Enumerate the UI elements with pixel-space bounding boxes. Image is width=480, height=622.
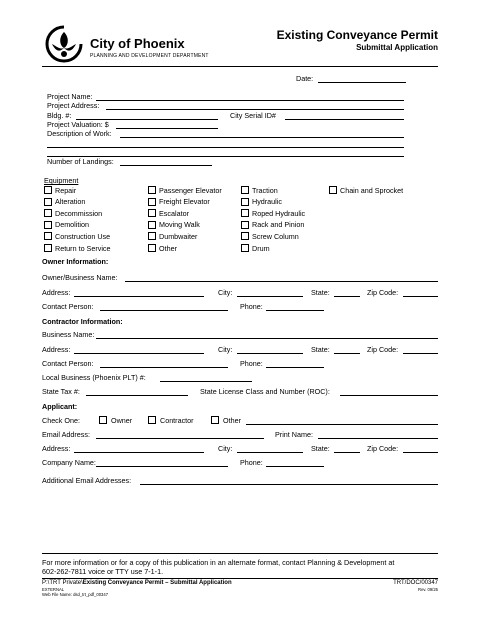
applicant-city-field[interactable] xyxy=(237,452,303,453)
contractor-city-field[interactable] xyxy=(237,353,303,354)
print-name-label: Print Name: xyxy=(275,430,313,439)
landings-label: Number of Landings: xyxy=(47,157,114,166)
contractor-city-label: City: xyxy=(218,345,233,354)
equipment-alteration-label: Alteration xyxy=(55,197,86,207)
equipment-demolition-label: Demolition xyxy=(55,220,89,230)
equipment-rack-and-pinion-label: Rack and Pinion xyxy=(252,220,305,230)
equipment-construction-use-checkbox[interactable] xyxy=(44,232,52,240)
project-address-label: Project Address: xyxy=(47,101,100,110)
owner-contact-label: Contact Person: xyxy=(42,302,94,311)
phoenix-bird-logo-icon xyxy=(44,24,84,64)
equipment-passenger-elevator-label: Passenger Elevator xyxy=(159,185,222,195)
owner-name-label: Owner/Business Name: xyxy=(42,273,118,282)
equipment-moving-walk-checkbox[interactable] xyxy=(148,221,156,229)
contractor-phone-field[interactable] xyxy=(266,367,324,368)
owner-zip-label: Zip Code: xyxy=(367,288,399,297)
applicant-zip-field[interactable] xyxy=(403,452,438,453)
local-business-label: Local Business (Phoenix PLT) #: xyxy=(42,373,146,382)
valuation-label: Project Valuation: $ xyxy=(47,120,109,129)
owner-address-field[interactable] xyxy=(74,296,204,297)
equipment-return-to-service-checkbox[interactable] xyxy=(44,244,52,252)
equipment-drum-label: Drum xyxy=(252,243,270,253)
equipment-other-label: Other xyxy=(159,243,177,253)
contractor-address-label: Address: xyxy=(42,345,71,354)
contractor-address-field[interactable] xyxy=(74,353,204,354)
applicant-state-field[interactable] xyxy=(334,452,360,453)
equipment-decommission-checkbox[interactable] xyxy=(44,209,52,217)
city-logo xyxy=(44,24,84,64)
project-name-label: Project Name: xyxy=(47,92,93,101)
applicant-address-label: Address: xyxy=(42,444,71,453)
contractor-heading: Contractor Information: xyxy=(42,317,123,326)
footer-path xyxy=(42,580,232,586)
description-label: Description of Work: xyxy=(47,129,112,138)
contractor-zip-field[interactable] xyxy=(403,353,438,354)
email-label: Email Address: xyxy=(42,430,90,439)
contractor-zip-label: Zip Code: xyxy=(367,345,399,354)
other-field[interactable] xyxy=(246,424,438,425)
check-one-label: Check One: xyxy=(42,416,80,425)
footer-divider-2 xyxy=(42,578,438,579)
license-field[interactable] xyxy=(340,395,438,396)
equipment-dumbwaiter-checkbox[interactable] xyxy=(148,232,156,240)
email-field[interactable] xyxy=(96,438,264,439)
valuation-field[interactable] xyxy=(116,128,218,129)
contractor-contact-field[interactable] xyxy=(100,367,228,368)
serial-field[interactable] xyxy=(285,119,404,120)
equipment-repair-label: Repair xyxy=(55,185,77,195)
serial-label: City Serial ID# xyxy=(230,111,276,120)
equipment-rack-and-pinion-checkbox[interactable] xyxy=(241,221,249,229)
equipment-drum-checkbox[interactable] xyxy=(241,244,249,252)
equipment-dumbwaiter-label: Dumbwaiter xyxy=(159,231,198,241)
equipment-other-checkbox[interactable] xyxy=(148,244,156,252)
equipment-hydraulic-label: Hydraulic xyxy=(252,197,282,207)
org-department: PLANNING AND DEVELOPMENT DEPARTMENT xyxy=(90,53,209,59)
applicant-address-field[interactable] xyxy=(74,452,204,453)
equipment-passenger-elevator-checkbox[interactable] xyxy=(148,186,156,194)
header-divider xyxy=(42,66,438,67)
owner-phone-label: Phone: xyxy=(240,302,263,311)
applicant-phone-field[interactable] xyxy=(266,466,324,467)
equipment-freight-elevator-label: Freight Elevator xyxy=(159,197,210,207)
description-field-2[interactable] xyxy=(47,147,404,148)
equipment-freight-elevator-checkbox[interactable] xyxy=(148,198,156,206)
equipment-screw-column-label: Screw Column xyxy=(252,231,299,241)
owner-heading: Owner Information: xyxy=(42,257,109,266)
owner-zip-field[interactable] xyxy=(403,296,438,297)
equipment-repair-checkbox[interactable] xyxy=(44,186,52,194)
contractor-name-field[interactable] xyxy=(96,338,438,339)
equipment-escalator-label: Escalator xyxy=(159,208,189,218)
contractor-phone-label: Phone: xyxy=(240,359,263,368)
other-option-label: Other xyxy=(223,416,241,425)
print-name-field[interactable] xyxy=(318,438,438,439)
equipment-chain-and-sprocket-checkbox[interactable] xyxy=(329,186,337,194)
owner-option-label: Owner xyxy=(111,416,133,425)
applicant-phone-label: Phone: xyxy=(240,458,263,467)
owner-name-field[interactable] xyxy=(125,281,438,282)
date-label: Date: xyxy=(296,74,314,83)
footer-path-doc: Existing Conveyance Permit – Submittal Application xyxy=(82,580,232,586)
equipment-roped-hydraulic-checkbox[interactable] xyxy=(241,209,249,217)
footer-info-line1: For more information or for a copy of this publication in an alternate format, contact Planning & Development at xyxy=(42,558,395,567)
footer-path-prefix: P:\TRT Private\ xyxy=(42,580,83,586)
state-tax-field[interactable] xyxy=(86,395,188,396)
applicant-city-label: City: xyxy=(218,444,233,453)
equipment-traction-checkbox[interactable] xyxy=(241,186,249,194)
form-title: Existing Conveyance Permit xyxy=(276,28,438,42)
project-name-field[interactable] xyxy=(96,100,404,101)
equipment-return-to-service-label: Return to Service xyxy=(55,243,111,253)
applicant-heading: Applicant: xyxy=(42,402,78,411)
contractor-state-field[interactable] xyxy=(334,353,360,354)
owner-city-field[interactable] xyxy=(237,296,303,297)
owner-state-field[interactable] xyxy=(334,296,360,297)
equipment-construction-use-label: Construction Use xyxy=(55,231,111,241)
additional-email-field[interactable] xyxy=(140,484,438,485)
footer-external: EXTERNAL xyxy=(42,587,65,592)
equipment-moving-walk-label: Moving Walk xyxy=(159,220,200,230)
company-label: Company Name: xyxy=(42,458,96,467)
contractor-state-label: State: xyxy=(311,345,330,354)
license-label: State License Class and Number (ROC): xyxy=(200,387,330,396)
footer-divider xyxy=(42,553,438,554)
equipment-demolition-checkbox[interactable] xyxy=(44,221,52,229)
bldg-label: Bldg. #: xyxy=(47,111,72,120)
contractor-name-label: Business Name: xyxy=(42,330,95,339)
owner-phone-field[interactable] xyxy=(266,310,324,311)
equipment-heading: Equipment xyxy=(44,176,79,185)
equipment-roped-hydraulic-label: Roped Hydraulic xyxy=(252,208,306,218)
org-name: City of Phoenix xyxy=(90,36,185,51)
footer-web-file: Web File Name: dsd_trt_pdf_00347 xyxy=(42,592,109,597)
equipment-decommission-label: Decommission xyxy=(55,208,103,218)
other-checkbox[interactable] xyxy=(211,416,219,424)
company-field[interactable] xyxy=(96,466,228,467)
equipment-screw-column-checkbox[interactable] xyxy=(241,232,249,240)
date-field[interactable] xyxy=(318,82,406,83)
owner-checkbox[interactable] xyxy=(99,416,107,424)
additional-email-label: Additional Email Addresses: xyxy=(42,476,132,485)
local-business-field[interactable] xyxy=(160,381,252,382)
footer-rev: Rev. 09/25 xyxy=(418,587,438,592)
owner-state-label: State: xyxy=(311,288,330,297)
project-address-field[interactable] xyxy=(106,109,404,110)
contractor-checkbox[interactable] xyxy=(148,416,156,424)
equipment-alteration-checkbox[interactable] xyxy=(44,198,52,206)
footer-info-line2: 602-262-7811 voice or TTY use 7-1-1. xyxy=(42,567,164,576)
equipment-traction-label: Traction xyxy=(252,185,278,195)
contractor-option-label: Contractor xyxy=(160,416,194,425)
applicant-zip-label: Zip Code: xyxy=(367,444,399,453)
form-subtitle: Submittal Application xyxy=(356,43,438,52)
applicant-state-label: State: xyxy=(311,444,330,453)
equipment-chain-and-sprocket-label: Chain and Sprocket xyxy=(340,185,404,195)
owner-city-label: City: xyxy=(218,288,233,297)
contractor-contact-label: Contact Person: xyxy=(42,359,94,368)
equipment-hydraulic-checkbox[interactable] xyxy=(241,198,249,206)
state-tax-label: State Tax #: xyxy=(42,387,80,396)
owner-contact-field[interactable] xyxy=(100,310,228,311)
footer-doc-code: TRT/DOC/00347 xyxy=(393,580,438,586)
landings-field[interactable] xyxy=(120,165,212,166)
equipment-escalator-checkbox[interactable] xyxy=(148,209,156,217)
owner-address-label: Address: xyxy=(42,288,71,297)
description-field-1[interactable] xyxy=(120,137,404,138)
